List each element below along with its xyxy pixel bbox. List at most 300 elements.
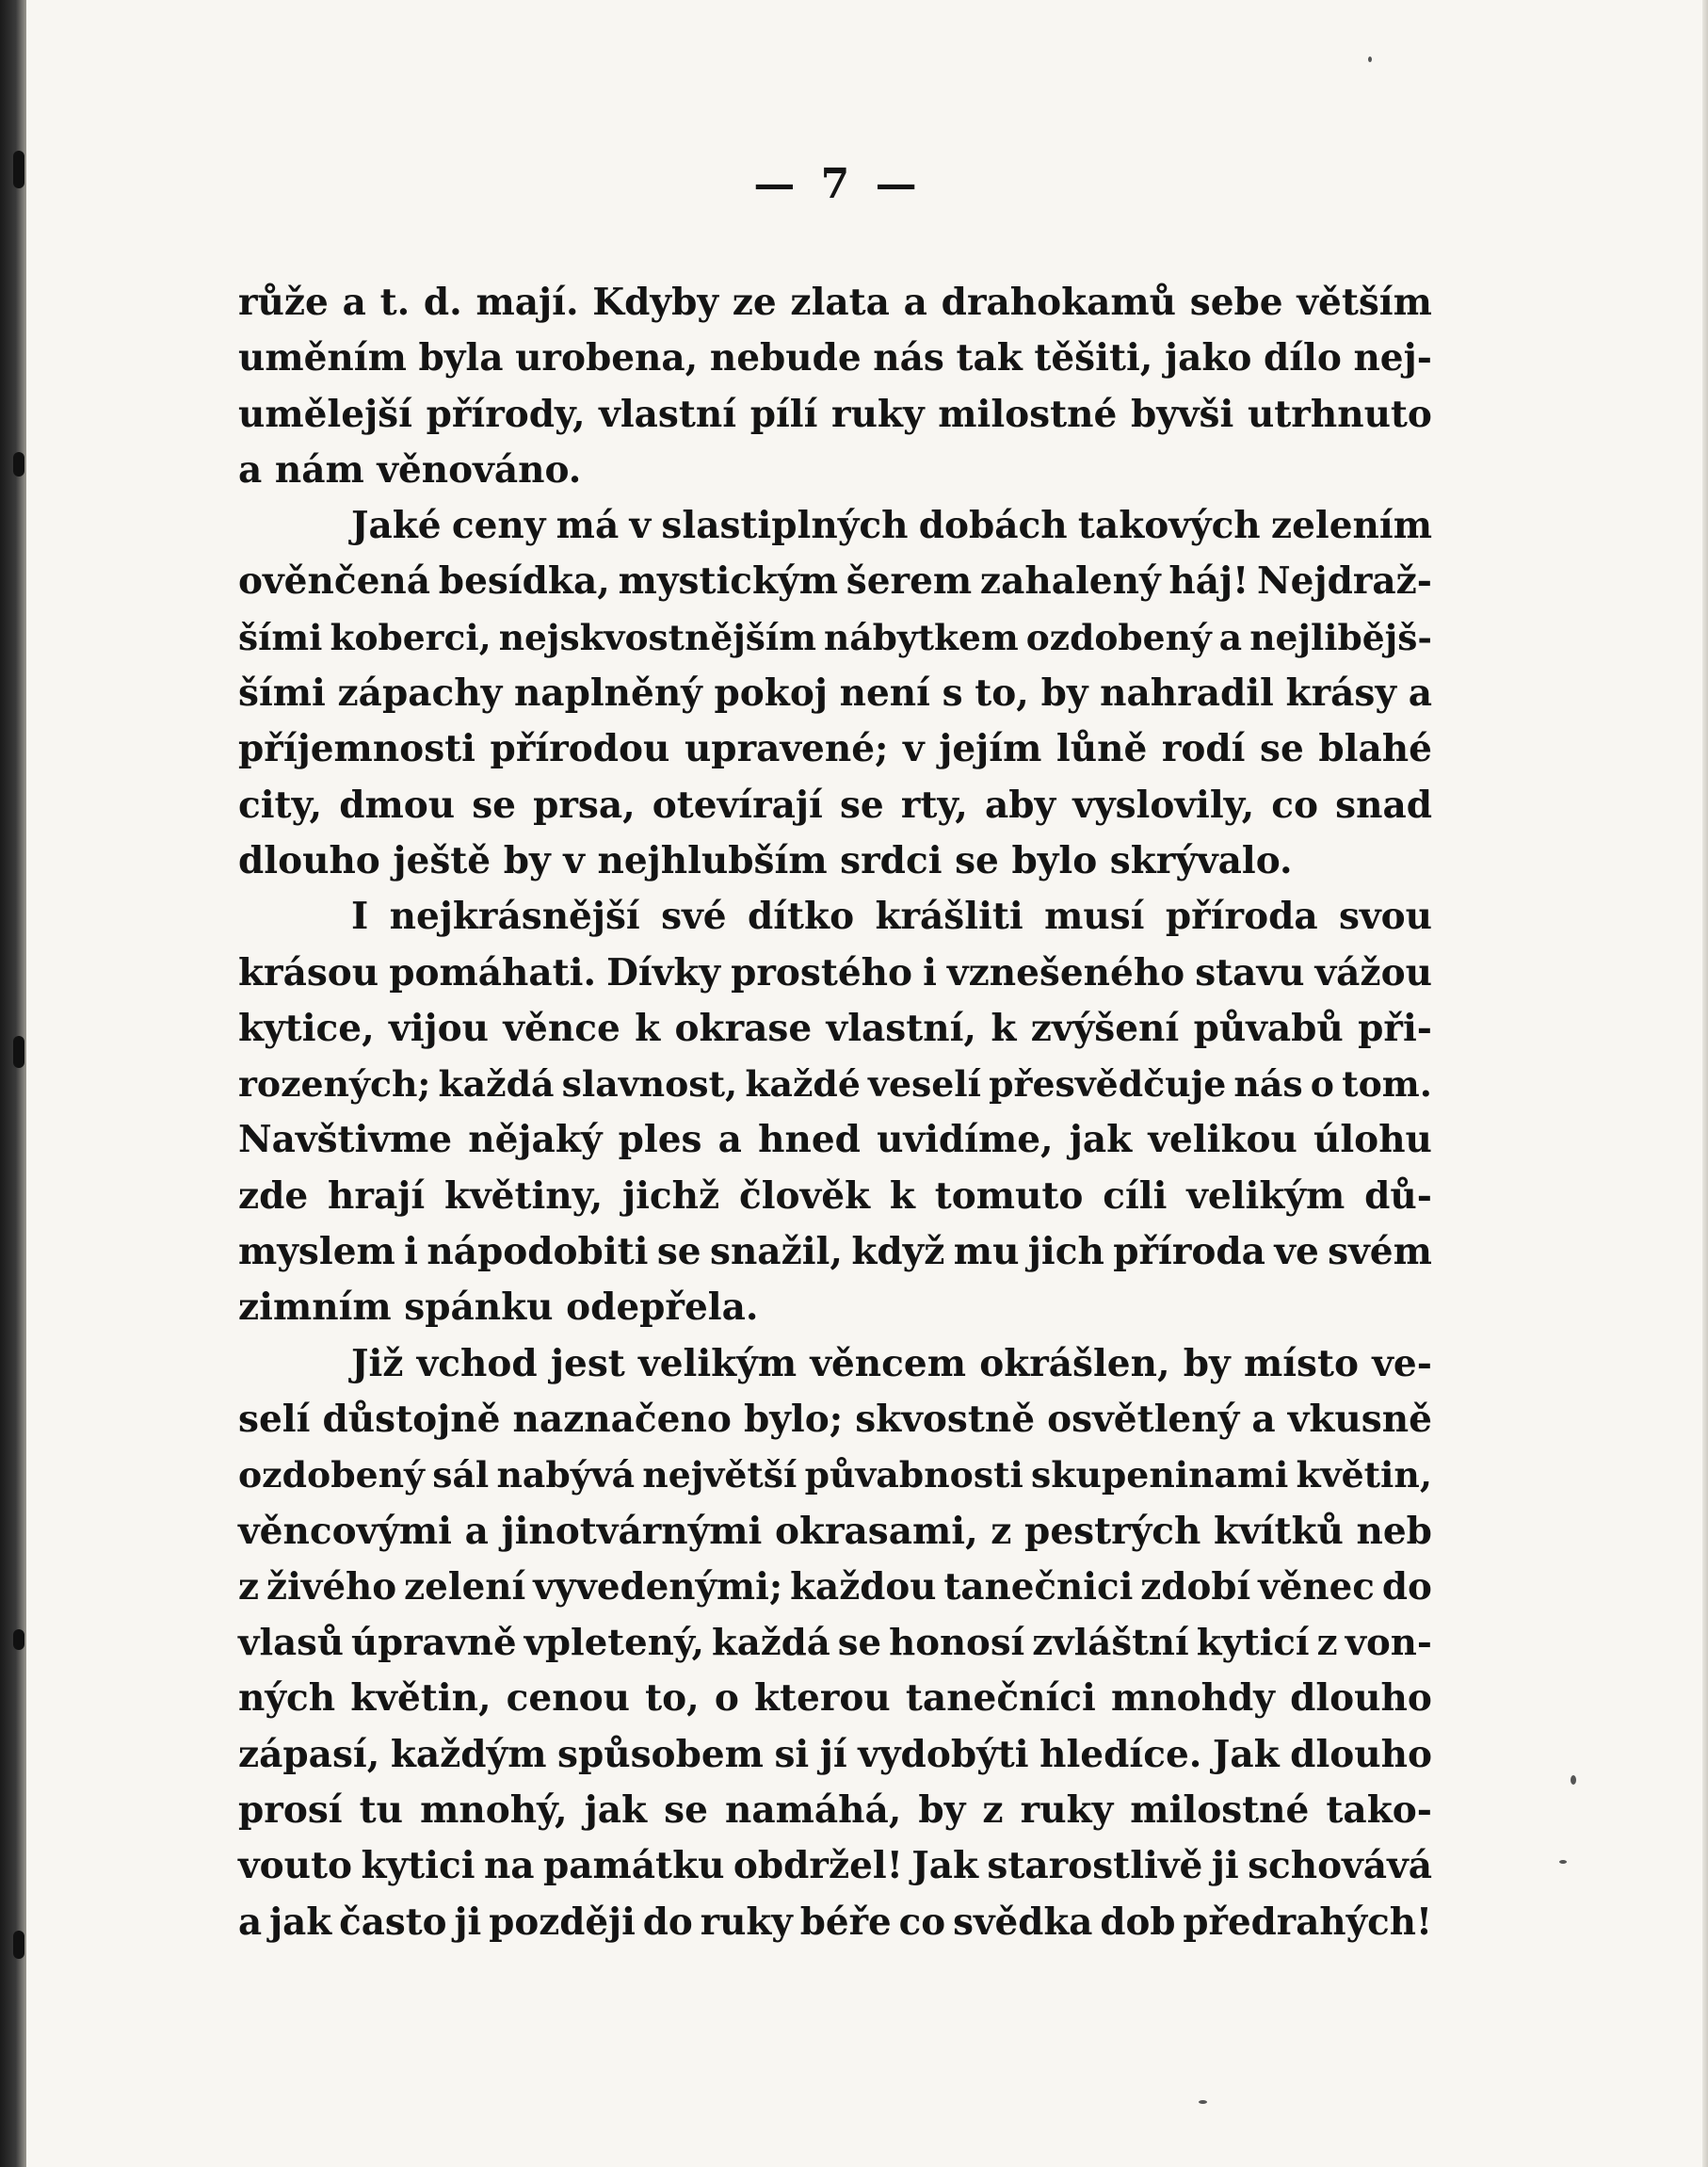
word: mnohý, [420, 1788, 568, 1833]
word: neb [1356, 1509, 1432, 1553]
word: není [839, 671, 930, 716]
book-binding-edge [0, 0, 26, 2167]
word: by [1183, 1341, 1231, 1385]
word: by [918, 1788, 966, 1833]
word: von- [1345, 1622, 1432, 1665]
word: tom. [1342, 1063, 1432, 1106]
word: živého [266, 1565, 397, 1609]
word: o [1310, 1063, 1334, 1106]
word: věncovými [238, 1509, 452, 1553]
word: svém [1328, 1230, 1432, 1274]
word: ples [618, 1118, 702, 1162]
word: ji [1211, 1844, 1239, 1888]
text-line [238, 889, 1432, 945]
word: prostého [731, 950, 913, 995]
word: skrývalo. [1109, 838, 1293, 882]
word: k [991, 1006, 1017, 1050]
word: obdržel! [733, 1844, 903, 1888]
word: největší [642, 1454, 798, 1496]
word: nás [1233, 1063, 1303, 1106]
text-line [238, 387, 1432, 443]
word: každým [390, 1732, 547, 1776]
word: jejím [939, 727, 1042, 771]
word: co [1271, 783, 1319, 827]
word: a [342, 281, 366, 324]
word: koberci, [330, 616, 491, 658]
word: vyslovily, [1072, 783, 1255, 827]
word: cenou [506, 1676, 630, 1721]
word: nejhlubším [597, 838, 841, 882]
word: city, [238, 783, 323, 827]
word: vydobýti [858, 1732, 1029, 1776]
word: ných [238, 1676, 336, 1721]
word: přírody, [426, 392, 586, 436]
word: památku [542, 1844, 725, 1888]
word: vouto [238, 1844, 353, 1888]
word: šími [238, 671, 326, 716]
text-line [238, 721, 1432, 777]
word: zvláštní [1032, 1622, 1189, 1665]
word: své [661, 895, 727, 939]
word: věnováno. [377, 447, 582, 492]
word: dob [1100, 1900, 1176, 1944]
word: v [629, 504, 652, 548]
word: odepřela. [566, 1286, 759, 1330]
text-line [238, 1392, 1432, 1447]
word: dlouho [238, 838, 394, 882]
word: člověk [738, 1173, 871, 1218]
binding-mark [13, 151, 24, 188]
word: přesvědčuje [989, 1063, 1227, 1106]
word: důstojně [322, 1397, 501, 1441]
page-edge [1702, 0, 1708, 2167]
word: stavu [1195, 950, 1305, 995]
word: dobách [918, 504, 1068, 548]
word: nápodobiti [427, 1230, 649, 1274]
word: okrášlen, [979, 1341, 1170, 1385]
word: selí [238, 1397, 311, 1441]
word: zápasí, [238, 1732, 380, 1776]
text-line [238, 1169, 1432, 1224]
word: milostné [1130, 1788, 1310, 1833]
word: kterou [754, 1676, 891, 1721]
text-line [238, 1280, 1432, 1335]
word: velikým [1186, 1173, 1345, 1218]
word: mystickým [618, 559, 838, 604]
word: z [982, 1788, 1004, 1833]
text-line [238, 1615, 1432, 1671]
word: urobena, [515, 336, 699, 380]
word: se [839, 783, 884, 827]
word: úpravně [351, 1622, 517, 1665]
word: tak [956, 336, 1023, 380]
word: nebude [709, 336, 862, 380]
word: vlastní [599, 392, 737, 436]
word: a [238, 1900, 263, 1944]
word: dítko [747, 895, 855, 939]
word: sebe [1189, 281, 1283, 324]
word: větším [1297, 281, 1432, 324]
word: na [483, 1844, 535, 1888]
word: místo [1243, 1341, 1360, 1385]
word: Nejdraž- [1257, 559, 1432, 604]
word: otevírají [652, 783, 823, 827]
word: rty, [900, 783, 968, 827]
word: d. [423, 281, 462, 324]
word: v [563, 838, 598, 882]
word: vážou [1314, 950, 1432, 995]
word: vchod [416, 1341, 538, 1385]
word: ještě [393, 838, 504, 882]
word: nej- [1353, 336, 1432, 380]
text-line [238, 833, 1432, 889]
word: a [903, 281, 927, 324]
text-line [238, 1838, 1432, 1894]
word: půvabů [1193, 1006, 1344, 1050]
word: i [923, 950, 937, 995]
word: ruky [700, 1900, 793, 1944]
word: příjemnosti [238, 727, 475, 771]
text-line [238, 1336, 1432, 1392]
text-line [238, 443, 1432, 498]
word: přírodou [490, 727, 670, 771]
word: nás [873, 336, 944, 380]
word: příroda [1113, 1230, 1265, 1274]
word: bylo; [743, 1397, 844, 1441]
word: věnce [503, 1006, 620, 1050]
word: takových [1077, 504, 1261, 548]
word: zelení [404, 1565, 526, 1609]
word: kytici [361, 1844, 475, 1888]
binding-mark [13, 452, 24, 477]
word: květin, [350, 1676, 491, 1721]
word: sál [432, 1454, 490, 1496]
word: bylo [1011, 838, 1110, 882]
word: rodí [1161, 727, 1246, 771]
word: dů- [1364, 1173, 1432, 1218]
word: půvabnosti [804, 1454, 1023, 1496]
word: krásou [238, 950, 379, 995]
word: často [339, 1900, 447, 1944]
word: zahalený [979, 559, 1161, 604]
word: upravené; [684, 727, 889, 771]
word: musí [1044, 895, 1145, 939]
word: zlata [790, 281, 890, 324]
word: tanečníci [905, 1676, 1096, 1721]
word: tanečnici [943, 1565, 1134, 1609]
word: háj! [1168, 559, 1249, 604]
word: ruky [831, 392, 925, 436]
word: I [351, 895, 369, 939]
word: ve [1274, 1230, 1319, 1274]
word: uvidíme, [877, 1118, 1054, 1162]
text-line [238, 1504, 1432, 1560]
word: drahokamů [941, 281, 1177, 324]
text-line [238, 778, 1432, 833]
word: milostné [938, 392, 1118, 436]
word: Jak [1212, 1732, 1280, 1776]
word: uměním [238, 336, 407, 380]
text-line [238, 666, 1432, 721]
word: spánku [404, 1286, 567, 1330]
paper-speck [1368, 57, 1372, 62]
text-line [238, 946, 1432, 1001]
word: vijou [389, 1006, 489, 1050]
word: a [238, 447, 275, 492]
text-line [238, 1783, 1432, 1838]
word: vlasů [238, 1622, 344, 1665]
word: tu [359, 1788, 404, 1833]
word: spůsobem [557, 1732, 764, 1776]
word: šími [238, 616, 323, 658]
word: umělejší [238, 392, 412, 436]
word: krásy [1285, 671, 1397, 716]
word: dlouho [1290, 1676, 1432, 1721]
word: jichž [621, 1173, 720, 1218]
word: se [656, 1230, 701, 1274]
word: příroda [1165, 895, 1318, 939]
word: myslem [238, 1230, 395, 1274]
binding-mark [13, 1629, 24, 1650]
word: do [642, 1900, 693, 1944]
word: snažil, [710, 1230, 843, 1274]
text-line [238, 1727, 1432, 1783]
paper-speck [1571, 1775, 1576, 1785]
word: veselí [868, 1063, 981, 1106]
word: Dívky [606, 950, 721, 995]
word: se [1260, 727, 1304, 771]
word: tako- [1326, 1788, 1432, 1833]
word: jinotvárnými [501, 1509, 763, 1553]
word: pomáhati. [389, 950, 597, 995]
word: velikým [638, 1341, 798, 1385]
word: vznešeného [946, 950, 1185, 995]
word: později [489, 1900, 636, 1944]
word: jí [819, 1732, 847, 1776]
word: srdci [840, 838, 956, 882]
word: slavnost, [561, 1063, 738, 1106]
word: velikou [1148, 1118, 1297, 1162]
word: ceny [451, 504, 546, 548]
word: osvětlený [1047, 1397, 1240, 1441]
word: svou [1339, 895, 1432, 939]
word: béře [799, 1900, 892, 1944]
word: dmou [339, 783, 456, 827]
text-line [238, 1001, 1432, 1057]
word: z [1316, 1622, 1338, 1665]
body-text [238, 275, 1432, 1950]
word: zde [238, 1173, 309, 1218]
word: Kdyby [592, 281, 719, 324]
word: skupeninami [1031, 1454, 1289, 1496]
word: květiny, [443, 1173, 604, 1218]
word: nahradil [1100, 671, 1274, 716]
word: zápachy [337, 671, 503, 716]
word: nám [274, 447, 378, 492]
word: předrahých! [1183, 1900, 1432, 1944]
word: Jak [911, 1844, 979, 1888]
word: dlouho [1290, 1732, 1432, 1776]
word: se [472, 783, 516, 827]
word: aby [984, 783, 1056, 827]
word: každé [745, 1063, 861, 1106]
word: snad [1335, 783, 1432, 827]
word: starostlivě [987, 1844, 1203, 1888]
text-line [238, 610, 1432, 666]
word: jak [584, 1788, 648, 1833]
word: při- [1358, 1006, 1432, 1050]
word: každou [790, 1565, 937, 1609]
word: a [464, 1509, 489, 1553]
word: nějaký [468, 1118, 603, 1162]
word: nejlibějš- [1249, 616, 1432, 658]
word: hrají [328, 1173, 426, 1218]
word: si [774, 1732, 810, 1776]
text-line [238, 1895, 1432, 1950]
word: mají. [475, 281, 579, 324]
word: v [903, 727, 925, 771]
word: jako [1164, 336, 1252, 380]
word: dílo [1263, 336, 1342, 380]
word: kyticí [1196, 1622, 1310, 1665]
word: ji [454, 1900, 482, 1944]
text-line [238, 275, 1432, 331]
word: naznačeno [512, 1397, 732, 1441]
text-line [238, 331, 1432, 386]
word: těšiti, [1034, 336, 1153, 380]
word: by [503, 838, 564, 882]
word: ruky [1020, 1788, 1114, 1833]
word: se [837, 1622, 882, 1665]
word: a [1218, 616, 1243, 658]
word: z [991, 1509, 1012, 1553]
word: utrhnuto [1247, 392, 1432, 436]
word: a [1251, 1397, 1276, 1441]
word: nejkrásnější [389, 895, 640, 939]
word: úlohu [1313, 1118, 1432, 1162]
word: zvýšení [1030, 1006, 1180, 1050]
word: a [717, 1118, 742, 1162]
word: růže [238, 281, 329, 324]
word: mnohdy [1111, 1676, 1275, 1721]
paper-speck [1559, 1860, 1567, 1864]
word: honosí [889, 1622, 1025, 1665]
word: z [238, 1565, 260, 1609]
word: namáhá, [724, 1788, 902, 1833]
word: kytice, [238, 1006, 375, 1050]
text-line [238, 554, 1432, 609]
word: pílí [749, 392, 818, 436]
word: prosí [238, 1788, 343, 1833]
word: schovává [1248, 1844, 1432, 1888]
binding-mark [13, 1036, 24, 1068]
word: zimním [238, 1286, 405, 1330]
word: k [635, 1006, 661, 1050]
paper-speck [1199, 2100, 1207, 2104]
binding-mark [13, 1931, 24, 1959]
page-number: — 7 — [753, 160, 923, 208]
word: jich [1027, 1230, 1104, 1274]
text-line [238, 498, 1432, 554]
word: má [556, 504, 620, 548]
word: lůně [1055, 727, 1148, 771]
word: k [889, 1173, 915, 1218]
word: hledíce. [1039, 1732, 1202, 1776]
word: zelením [1270, 504, 1432, 548]
word: Navštivme [238, 1118, 453, 1162]
word: prsa, [533, 783, 636, 827]
word: se [664, 1788, 708, 1833]
word: pestrých [1024, 1509, 1201, 1553]
word: byvši [1130, 392, 1234, 436]
word: vyvedenými; [533, 1565, 783, 1609]
word: ve- [1372, 1341, 1432, 1385]
word: krášliti [875, 895, 1023, 939]
word: vpletený, [524, 1622, 704, 1665]
word: nejskvostnějším [498, 616, 816, 658]
word: ze [732, 281, 777, 324]
word: cíli [1103, 1173, 1168, 1218]
word: t. [379, 281, 411, 324]
text-line [238, 1560, 1432, 1615]
word: okrase [674, 1006, 813, 1050]
word: besídka, [438, 559, 610, 604]
word: ověnčená [238, 559, 431, 604]
word: kvítků [1214, 1509, 1344, 1553]
word: o [714, 1676, 739, 1721]
word: květin, [1296, 1454, 1432, 1496]
word: naplněný [513, 671, 702, 716]
word: Již [351, 1341, 404, 1385]
word: svědka [953, 1900, 1093, 1944]
word: okrasami, [774, 1509, 978, 1553]
word: ozdobený [238, 1454, 425, 1496]
word: nábytkem [824, 616, 1019, 658]
word: věncem [810, 1341, 966, 1385]
word: mu [953, 1230, 1020, 1274]
text-line [238, 1447, 1432, 1503]
word: zdobí [1140, 1565, 1251, 1609]
word: byla [418, 336, 504, 380]
word: s [942, 671, 963, 716]
word: když [851, 1230, 945, 1274]
word: Jaké [351, 504, 442, 548]
word: to, [645, 1676, 700, 1721]
text-line [238, 1671, 1432, 1726]
word: co [898, 1900, 946, 1944]
word: to, [975, 671, 1029, 716]
word: tomuto [934, 1173, 1084, 1218]
text-line [238, 1057, 1432, 1112]
word: do [1381, 1565, 1432, 1609]
word: jak [1069, 1118, 1133, 1162]
word: jest [550, 1341, 625, 1385]
text-line [238, 1112, 1432, 1168]
word: každá [438, 1063, 555, 1106]
word: se [955, 838, 1012, 882]
word: každá [712, 1622, 830, 1665]
word: blahé [1318, 727, 1432, 771]
word: pokoj [714, 671, 828, 716]
word: jak [269, 1900, 332, 1944]
word: nabývá [496, 1454, 636, 1496]
word: a [1408, 671, 1432, 716]
word: vlastní, [826, 1006, 977, 1050]
text-line [238, 1224, 1432, 1280]
word: i [404, 1230, 418, 1274]
word: šerem [846, 559, 973, 604]
word: by [1040, 671, 1088, 716]
